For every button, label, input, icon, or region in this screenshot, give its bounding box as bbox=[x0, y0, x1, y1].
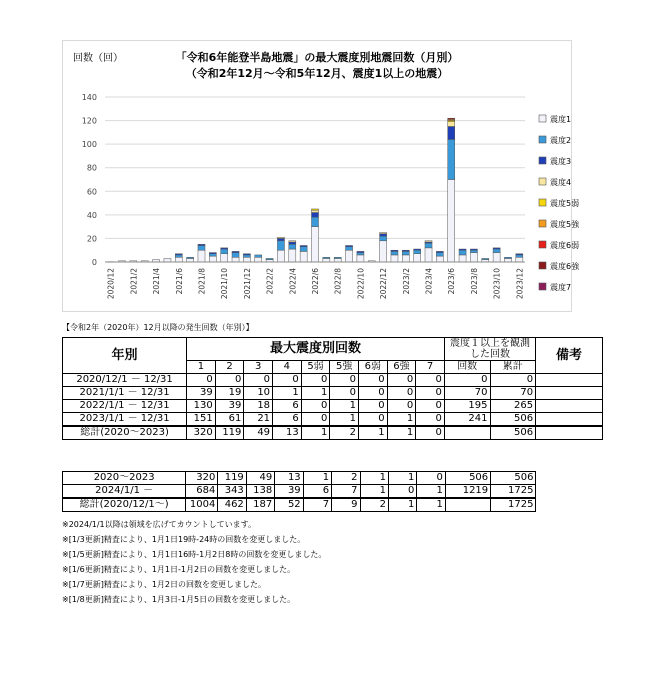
cell-value: 0 bbox=[301, 374, 330, 387]
cell-value: 7 bbox=[303, 498, 331, 512]
row-label: 2023/1/1 － 12/31 bbox=[63, 413, 187, 427]
legend-label: 震度1 bbox=[550, 115, 572, 124]
cell-value: 0 bbox=[417, 472, 445, 485]
bar-segment bbox=[187, 257, 194, 258]
cell-note bbox=[536, 400, 603, 413]
bar-segment bbox=[198, 244, 205, 245]
bar-segment bbox=[346, 246, 353, 247]
intensity-header: 5弱 bbox=[301, 361, 330, 374]
cell-value: 138 bbox=[246, 485, 274, 499]
summary-table-body bbox=[63, 472, 603, 512]
cell-count: 0 bbox=[444, 374, 490, 387]
cell-value: 21 bbox=[244, 413, 273, 427]
bar-segment bbox=[357, 255, 364, 262]
cell-value: 0 bbox=[358, 387, 387, 400]
cell-value: 0 bbox=[273, 374, 302, 387]
cell-value: 1 bbox=[417, 485, 445, 499]
intensity-header: 4 bbox=[273, 361, 302, 374]
bar-segment bbox=[175, 254, 182, 255]
cell-value: 320 bbox=[187, 426, 216, 440]
cell-cumulative: 70 bbox=[490, 387, 536, 400]
bar-segment bbox=[436, 253, 443, 257]
y-tick-label: 120 bbox=[81, 116, 97, 126]
note-line: ※[1/7更新]精査により、1月2日の回数を変更しました。 bbox=[62, 580, 266, 589]
bar-segment bbox=[436, 251, 443, 252]
bar-segment bbox=[209, 254, 216, 256]
bar-segment bbox=[266, 258, 273, 259]
x-tick-label: 2023/6 bbox=[447, 268, 457, 295]
bar-segment bbox=[436, 256, 443, 262]
row-label: 2024/1/1 － bbox=[63, 485, 186, 499]
note-line: ※[1/6更新]精査により、1月1日-1月2日の回数を変更しました。 bbox=[62, 565, 296, 574]
bar-segment bbox=[516, 257, 523, 262]
legend-label: 震度6強 bbox=[550, 262, 580, 271]
bar-segment bbox=[232, 251, 239, 252]
bar-segment bbox=[516, 255, 523, 257]
bar-segment bbox=[516, 254, 523, 255]
cell-value: 0 bbox=[244, 374, 273, 387]
bar-segment bbox=[391, 255, 398, 262]
bar-segment bbox=[448, 118, 455, 119]
yearly-table-body bbox=[63, 374, 603, 440]
cell-value: 0 bbox=[387, 387, 416, 400]
legend-swatch bbox=[539, 241, 546, 248]
bar-segment bbox=[300, 247, 307, 252]
bar-segment bbox=[493, 249, 500, 253]
cell-value: 1 bbox=[301, 426, 330, 440]
bar-segment bbox=[380, 234, 387, 236]
bar-segment bbox=[164, 258, 171, 262]
bar-segment bbox=[391, 250, 398, 251]
x-tick-label: 2021/6 bbox=[174, 268, 184, 295]
bar-segment bbox=[221, 248, 228, 249]
legend-label: 震度4 bbox=[550, 178, 572, 187]
table-row bbox=[63, 387, 603, 400]
cell-value: 1 bbox=[387, 413, 416, 427]
bar-segment bbox=[391, 251, 398, 255]
legend-swatch bbox=[539, 157, 546, 164]
cell-value: 61 bbox=[215, 413, 244, 427]
bar-segment bbox=[289, 241, 296, 242]
bar-segment bbox=[289, 244, 296, 249]
cell-value: 0 bbox=[330, 387, 359, 400]
cell-value: 9 bbox=[332, 498, 360, 512]
cell-value: 0 bbox=[215, 374, 244, 387]
legend-label: 震度7 bbox=[550, 283, 572, 292]
x-tick-label: 2021/10 bbox=[220, 268, 230, 300]
bar-segment bbox=[289, 242, 296, 244]
cell-count: 70 bbox=[444, 387, 490, 400]
header-year: 年別 bbox=[63, 338, 187, 374]
cell-value: 1 bbox=[330, 400, 359, 413]
cell-value: 0 bbox=[416, 387, 445, 400]
cell-value: 6 bbox=[273, 400, 302, 413]
bar-segment bbox=[232, 257, 239, 262]
bar-segment bbox=[402, 250, 409, 251]
bar-segment bbox=[414, 254, 421, 262]
table-row bbox=[63, 426, 603, 440]
legend-swatch bbox=[539, 136, 546, 143]
intensity-header: 3 bbox=[244, 361, 273, 374]
bar-segment bbox=[209, 256, 216, 262]
cell-value: 343 bbox=[218, 485, 246, 499]
bar-segment bbox=[448, 126, 455, 139]
cell-value: 13 bbox=[273, 426, 302, 440]
cell-count bbox=[444, 426, 490, 440]
cell-value: 1 bbox=[301, 387, 330, 400]
cell-value: 1 bbox=[358, 426, 387, 440]
bar-segment bbox=[243, 254, 250, 255]
bar-segment bbox=[198, 250, 205, 262]
bar-segment bbox=[380, 241, 387, 262]
chart-panel bbox=[62, 40, 580, 312]
cell-value: 1 bbox=[303, 472, 331, 485]
cell-value: 0 bbox=[301, 400, 330, 413]
bar-segment bbox=[493, 253, 500, 262]
x-tick-label: 2023/8 bbox=[469, 268, 479, 295]
bar-segment bbox=[255, 257, 262, 262]
cell-cumulative: 0 bbox=[490, 374, 536, 387]
bar-segment bbox=[311, 227, 318, 262]
cell-cumulative: 1725 bbox=[491, 485, 536, 499]
bar-segment bbox=[323, 257, 330, 258]
cell-value: 684 bbox=[186, 485, 218, 499]
cell-note bbox=[536, 485, 603, 499]
cell-note bbox=[536, 374, 603, 387]
bar-segment bbox=[414, 250, 421, 254]
bar-segment bbox=[187, 258, 194, 262]
bar-segment bbox=[289, 249, 296, 262]
header-note: 備考 bbox=[536, 338, 603, 374]
bar-segment bbox=[334, 258, 341, 262]
header-count: 回数 bbox=[444, 361, 490, 374]
x-tick-label: 2021/8 bbox=[197, 268, 207, 295]
bar-segment bbox=[425, 243, 432, 248]
cell-value: 1 bbox=[388, 498, 416, 512]
cell-cumulative: 506 bbox=[490, 413, 536, 427]
bar-segment bbox=[493, 248, 500, 249]
legend-swatch bbox=[539, 115, 546, 122]
cell-cumulative: 506 bbox=[491, 472, 536, 485]
cell-value: 320 bbox=[186, 472, 218, 485]
cell-value: 1 bbox=[417, 498, 445, 512]
bar-segment bbox=[311, 210, 318, 212]
bar-segment bbox=[470, 253, 477, 262]
cell-value: 0 bbox=[301, 413, 330, 427]
x-tick-label: 2022/12 bbox=[379, 268, 389, 300]
cell-value: 0 bbox=[330, 374, 359, 387]
row-label: 総計(2020～2023) bbox=[63, 426, 187, 440]
bar-segment bbox=[504, 257, 511, 258]
cell-value: 2 bbox=[330, 426, 359, 440]
bar-segment bbox=[311, 213, 318, 218]
cell-value: 49 bbox=[246, 472, 274, 485]
cell-value: 0 bbox=[416, 400, 445, 413]
bar-segment bbox=[504, 258, 511, 262]
intensity-header: 6弱 bbox=[358, 361, 387, 374]
cell-value: 1 bbox=[388, 472, 416, 485]
chart-subtitle: （令和2年12月～令和5年12月、震度1以上の地震） bbox=[185, 67, 449, 80]
bar-segment bbox=[402, 255, 409, 262]
bar-segment bbox=[425, 248, 432, 262]
bar-segment bbox=[300, 251, 307, 262]
cell-count: 506 bbox=[445, 472, 490, 485]
table-row bbox=[63, 374, 603, 387]
note-line: ※[1/3更新]精査により、1月1日19時-24時の回数を変更しました。 bbox=[62, 535, 306, 544]
x-tick-label: 2023/2 bbox=[401, 268, 411, 295]
cell-value: 0 bbox=[388, 485, 416, 499]
cell-note bbox=[536, 387, 603, 400]
cell-count: 195 bbox=[444, 400, 490, 413]
cell-note bbox=[536, 413, 603, 427]
bar-segment bbox=[175, 257, 182, 262]
x-tick-label: 2022/6 bbox=[311, 268, 320, 295]
bar-segment bbox=[470, 250, 477, 252]
cell-value: 6 bbox=[273, 413, 302, 427]
legend-label: 震度6弱 bbox=[550, 241, 580, 250]
header-cumulative: 累計 bbox=[490, 361, 536, 374]
bar-segment bbox=[311, 209, 318, 210]
bar-segment bbox=[334, 257, 341, 258]
bar-segment bbox=[346, 247, 353, 251]
note-line: ※[1/8更新]精査により、1月3日-1月5日の回数を変更しました。 bbox=[62, 595, 296, 604]
bar-segment bbox=[311, 217, 318, 226]
bar-segment bbox=[232, 253, 239, 258]
table-caption: 【令和2年（2020年）12月以降の発生回数（年別）】 bbox=[62, 323, 254, 332]
bar-segment bbox=[277, 238, 284, 240]
intensity-header: 2 bbox=[215, 361, 244, 374]
bar-segment bbox=[243, 255, 250, 257]
x-tick-label: 2022/4 bbox=[288, 268, 298, 295]
cell-value: 10 bbox=[244, 387, 273, 400]
cell-count: 1219 bbox=[445, 485, 490, 499]
bar-segment bbox=[209, 253, 216, 254]
bar-segment bbox=[277, 250, 284, 262]
cell-cumulative: 265 bbox=[490, 400, 536, 413]
bar-segment bbox=[482, 258, 489, 259]
bar-segment bbox=[175, 255, 182, 257]
cell-value: 39 bbox=[215, 400, 244, 413]
cell-value: 6 bbox=[303, 485, 331, 499]
table-row bbox=[63, 472, 603, 485]
legend-swatch bbox=[539, 220, 546, 227]
bar-segment bbox=[459, 250, 466, 255]
cell-value: 1004 bbox=[186, 498, 218, 512]
cell-value: 1 bbox=[273, 387, 302, 400]
bar-segment bbox=[402, 251, 409, 255]
cell-value: 1 bbox=[330, 413, 359, 427]
cell-value: 18 bbox=[244, 400, 273, 413]
cell-value: 0 bbox=[187, 374, 216, 387]
bar-segment bbox=[277, 241, 284, 250]
cell-value: 0 bbox=[358, 413, 387, 427]
y-tick-label: 140 bbox=[81, 93, 97, 102]
table-row bbox=[63, 400, 603, 413]
bar-segment bbox=[459, 255, 466, 262]
cell-value: 462 bbox=[218, 498, 246, 512]
row-label: 総計(2020/12/1～) bbox=[63, 498, 186, 512]
x-tick-label: 2021/12 bbox=[242, 268, 252, 300]
table-row bbox=[63, 498, 603, 512]
cell-value: 19 bbox=[215, 387, 244, 400]
bar-segment bbox=[380, 233, 387, 234]
bar-segment bbox=[221, 249, 228, 254]
cell-value: 1 bbox=[387, 426, 416, 440]
bar-segment bbox=[300, 246, 307, 247]
cell-value: 0 bbox=[358, 374, 387, 387]
cell-count bbox=[445, 498, 490, 512]
row-label: 2021/1/1 － 12/31 bbox=[63, 387, 187, 400]
bar-segment bbox=[323, 258, 330, 262]
cell-count: 241 bbox=[444, 413, 490, 427]
x-tick-label: 2023/10 bbox=[492, 268, 502, 300]
cell-value: 52 bbox=[275, 498, 303, 512]
cell-value: 7 bbox=[332, 485, 360, 499]
bar-segment bbox=[243, 257, 250, 262]
chart-title: 「令和6年能登半島地震」の最大震度別地震回数（月別） bbox=[175, 51, 459, 64]
y-tick-label: 60 bbox=[86, 187, 97, 197]
cell-value: 39 bbox=[187, 387, 216, 400]
header-max-intensity: 最大震度別回数 bbox=[187, 338, 445, 361]
cell-value: 2 bbox=[332, 472, 360, 485]
cell-value: 1 bbox=[360, 472, 388, 485]
y-tick-label: 0 bbox=[91, 258, 97, 267]
bar-segment bbox=[346, 250, 353, 262]
cell-value: 0 bbox=[387, 374, 416, 387]
x-tick-label: 2021/4 bbox=[152, 268, 162, 295]
y-tick-label: 40 bbox=[86, 210, 97, 220]
cell-value: 13 bbox=[275, 472, 303, 485]
x-tick-label: 2022/2 bbox=[265, 268, 275, 295]
legend-swatch bbox=[539, 199, 546, 206]
cell-value: 119 bbox=[215, 426, 244, 440]
legend-label: 震度5弱 bbox=[550, 199, 580, 208]
cell-value: 130 bbox=[187, 400, 216, 413]
bar-segment bbox=[255, 255, 262, 257]
x-tick-label: 2022/8 bbox=[333, 268, 343, 295]
cell-value: 2 bbox=[360, 498, 388, 512]
bar-segment bbox=[277, 237, 284, 238]
cell-value: 1 bbox=[360, 485, 388, 499]
y-tick-label: 100 bbox=[81, 140, 97, 150]
bar-segment bbox=[414, 249, 421, 250]
cell-value: 0 bbox=[416, 413, 445, 427]
x-tick-label: 2023/12 bbox=[515, 268, 525, 300]
bar-segment bbox=[459, 249, 466, 250]
cell-value: 0 bbox=[416, 426, 445, 440]
row-label: 2022/1/1 － 12/31 bbox=[63, 400, 187, 413]
table-row bbox=[63, 413, 603, 427]
legend-swatch bbox=[539, 283, 546, 290]
cell-value: 0 bbox=[416, 374, 445, 387]
summary-table bbox=[62, 471, 603, 512]
bar-segment bbox=[198, 246, 205, 251]
legend-label: 震度5強 bbox=[550, 220, 580, 229]
row-label: 2020/12/1 － 12/31 bbox=[63, 374, 187, 387]
note-line: ※[1/5更新]精査により、1月1日16時-1月2日8時の回数を変更しました。 bbox=[62, 550, 327, 559]
chart-plot bbox=[63, 41, 580, 311]
bar-segment bbox=[357, 251, 364, 252]
cell-note bbox=[536, 426, 603, 440]
cell-note bbox=[536, 472, 603, 485]
y-axis-label: 回数（回） bbox=[73, 53, 123, 64]
bar-segment bbox=[425, 241, 432, 242]
bar-segment bbox=[357, 253, 364, 255]
legend-swatch bbox=[539, 262, 546, 269]
cell-cumulative: 506 bbox=[490, 426, 536, 440]
x-tick-label: 2023/4 bbox=[424, 268, 434, 295]
cell-value: 119 bbox=[218, 472, 246, 485]
bar-segment bbox=[470, 249, 477, 250]
yearly-table bbox=[62, 337, 603, 440]
x-tick-label: 2022/10 bbox=[356, 268, 366, 300]
bar-segment bbox=[448, 139, 455, 179]
bar-segment bbox=[221, 254, 228, 262]
legend-label: 震度2 bbox=[550, 136, 572, 145]
y-tick-label: 20 bbox=[86, 234, 97, 244]
legend-swatch bbox=[539, 178, 546, 185]
notes bbox=[62, 517, 326, 607]
cell-value: 187 bbox=[246, 498, 274, 512]
intensity-header: 5強 bbox=[330, 361, 359, 374]
cell-value: 0 bbox=[358, 400, 387, 413]
x-tick-label: 2020/12 bbox=[106, 268, 116, 300]
cell-note bbox=[536, 498, 603, 512]
bar-segment bbox=[448, 180, 455, 263]
y-tick-label: 80 bbox=[86, 163, 97, 173]
cell-cumulative: 1725 bbox=[491, 498, 536, 512]
bar-segment bbox=[448, 122, 455, 127]
row-label: 2020～2023 bbox=[63, 472, 186, 485]
cell-value: 39 bbox=[275, 485, 303, 499]
intensity-header: 6強 bbox=[387, 361, 416, 374]
bar-segment bbox=[380, 236, 387, 241]
note-line: ※2024/1/1以降は領域を広げてカウントしています。 bbox=[62, 520, 256, 529]
cell-value: 49 bbox=[244, 426, 273, 440]
header-observed: 震度１以上を観測した回数 bbox=[444, 338, 535, 361]
cell-value: 0 bbox=[387, 400, 416, 413]
table-row bbox=[63, 485, 603, 499]
intensity-header: 7 bbox=[416, 361, 445, 374]
legend-label: 震度3 bbox=[550, 157, 572, 166]
cell-value: 151 bbox=[187, 413, 216, 427]
x-tick-label: 2021/2 bbox=[129, 268, 139, 295]
intensity-header: 1 bbox=[187, 361, 216, 374]
